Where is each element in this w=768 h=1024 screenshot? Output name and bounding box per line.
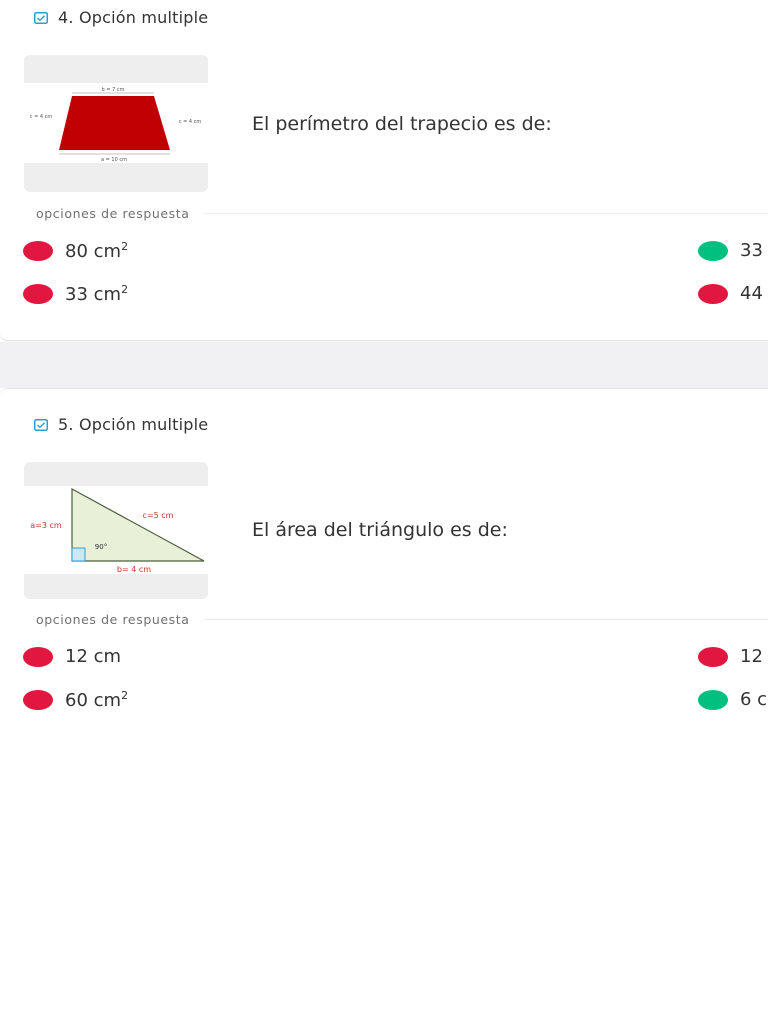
answers-label-row [36,206,768,221]
answers-label: opciones de respuesta [36,612,190,627]
answer-text: 12 cm [65,646,122,667]
question-title: 5. Opción multiple [58,415,209,434]
left-label: c = 4 cm [29,114,53,120]
side-b-label: b= 4 cm [116,565,152,574]
checkbox-question-icon [34,12,48,24]
checkbox-question-icon [34,419,48,431]
question-card-4 [0,0,768,341]
answer-text: 60 $cm^2$ [65,689,129,711]
correct-indicator-icon [698,241,728,261]
question-text: El área del triángulo es de: [252,519,508,541]
card-separator [0,342,768,388]
right-label: c = 4 cm [178,119,202,125]
answer-text: 6 c [740,689,768,710]
bottom-label: a = 10 cm [100,157,128,163]
answers-label-row [36,612,768,627]
incorrect-indicator-icon [23,690,53,710]
answer-option [23,689,128,711]
top-label: b = 7 cm [101,87,125,93]
answers-label: opciones de respuesta [36,206,190,221]
answer-option [23,646,121,667]
side-c-label: c=5 cm [142,511,174,520]
question-title: 4. Opción multiple [58,8,209,27]
answer-text: 33 $cm^2$ [65,283,129,305]
answer-option [698,689,767,710]
incorrect-indicator-icon [23,241,53,261]
answer-option [698,646,763,667]
incorrect-indicator-icon [698,647,728,667]
answer-option [698,240,763,261]
trapezoid-image [24,55,208,192]
question-header [34,8,208,27]
divider [204,213,768,214]
incorrect-indicator-icon [23,647,53,667]
answer-text: 80 $cm^2$ [65,240,129,262]
side-a-label: a=3 cm [30,521,62,530]
question-text: El perímetro del trapecio es de: [252,113,552,135]
answer-text: 44 [740,283,763,304]
question-header [34,415,208,434]
answer-text: 12 [740,646,763,667]
incorrect-indicator-icon [23,284,53,304]
correct-indicator-icon [698,690,728,710]
question-card-5 [0,388,768,718]
answer-option [698,283,763,304]
angle-label: 90° [94,543,108,551]
answer-option [23,240,128,262]
triangle-image [24,462,208,599]
divider [204,619,768,620]
incorrect-indicator-icon [698,284,728,304]
answer-option [23,283,128,305]
answer-text: 33 [740,240,763,261]
